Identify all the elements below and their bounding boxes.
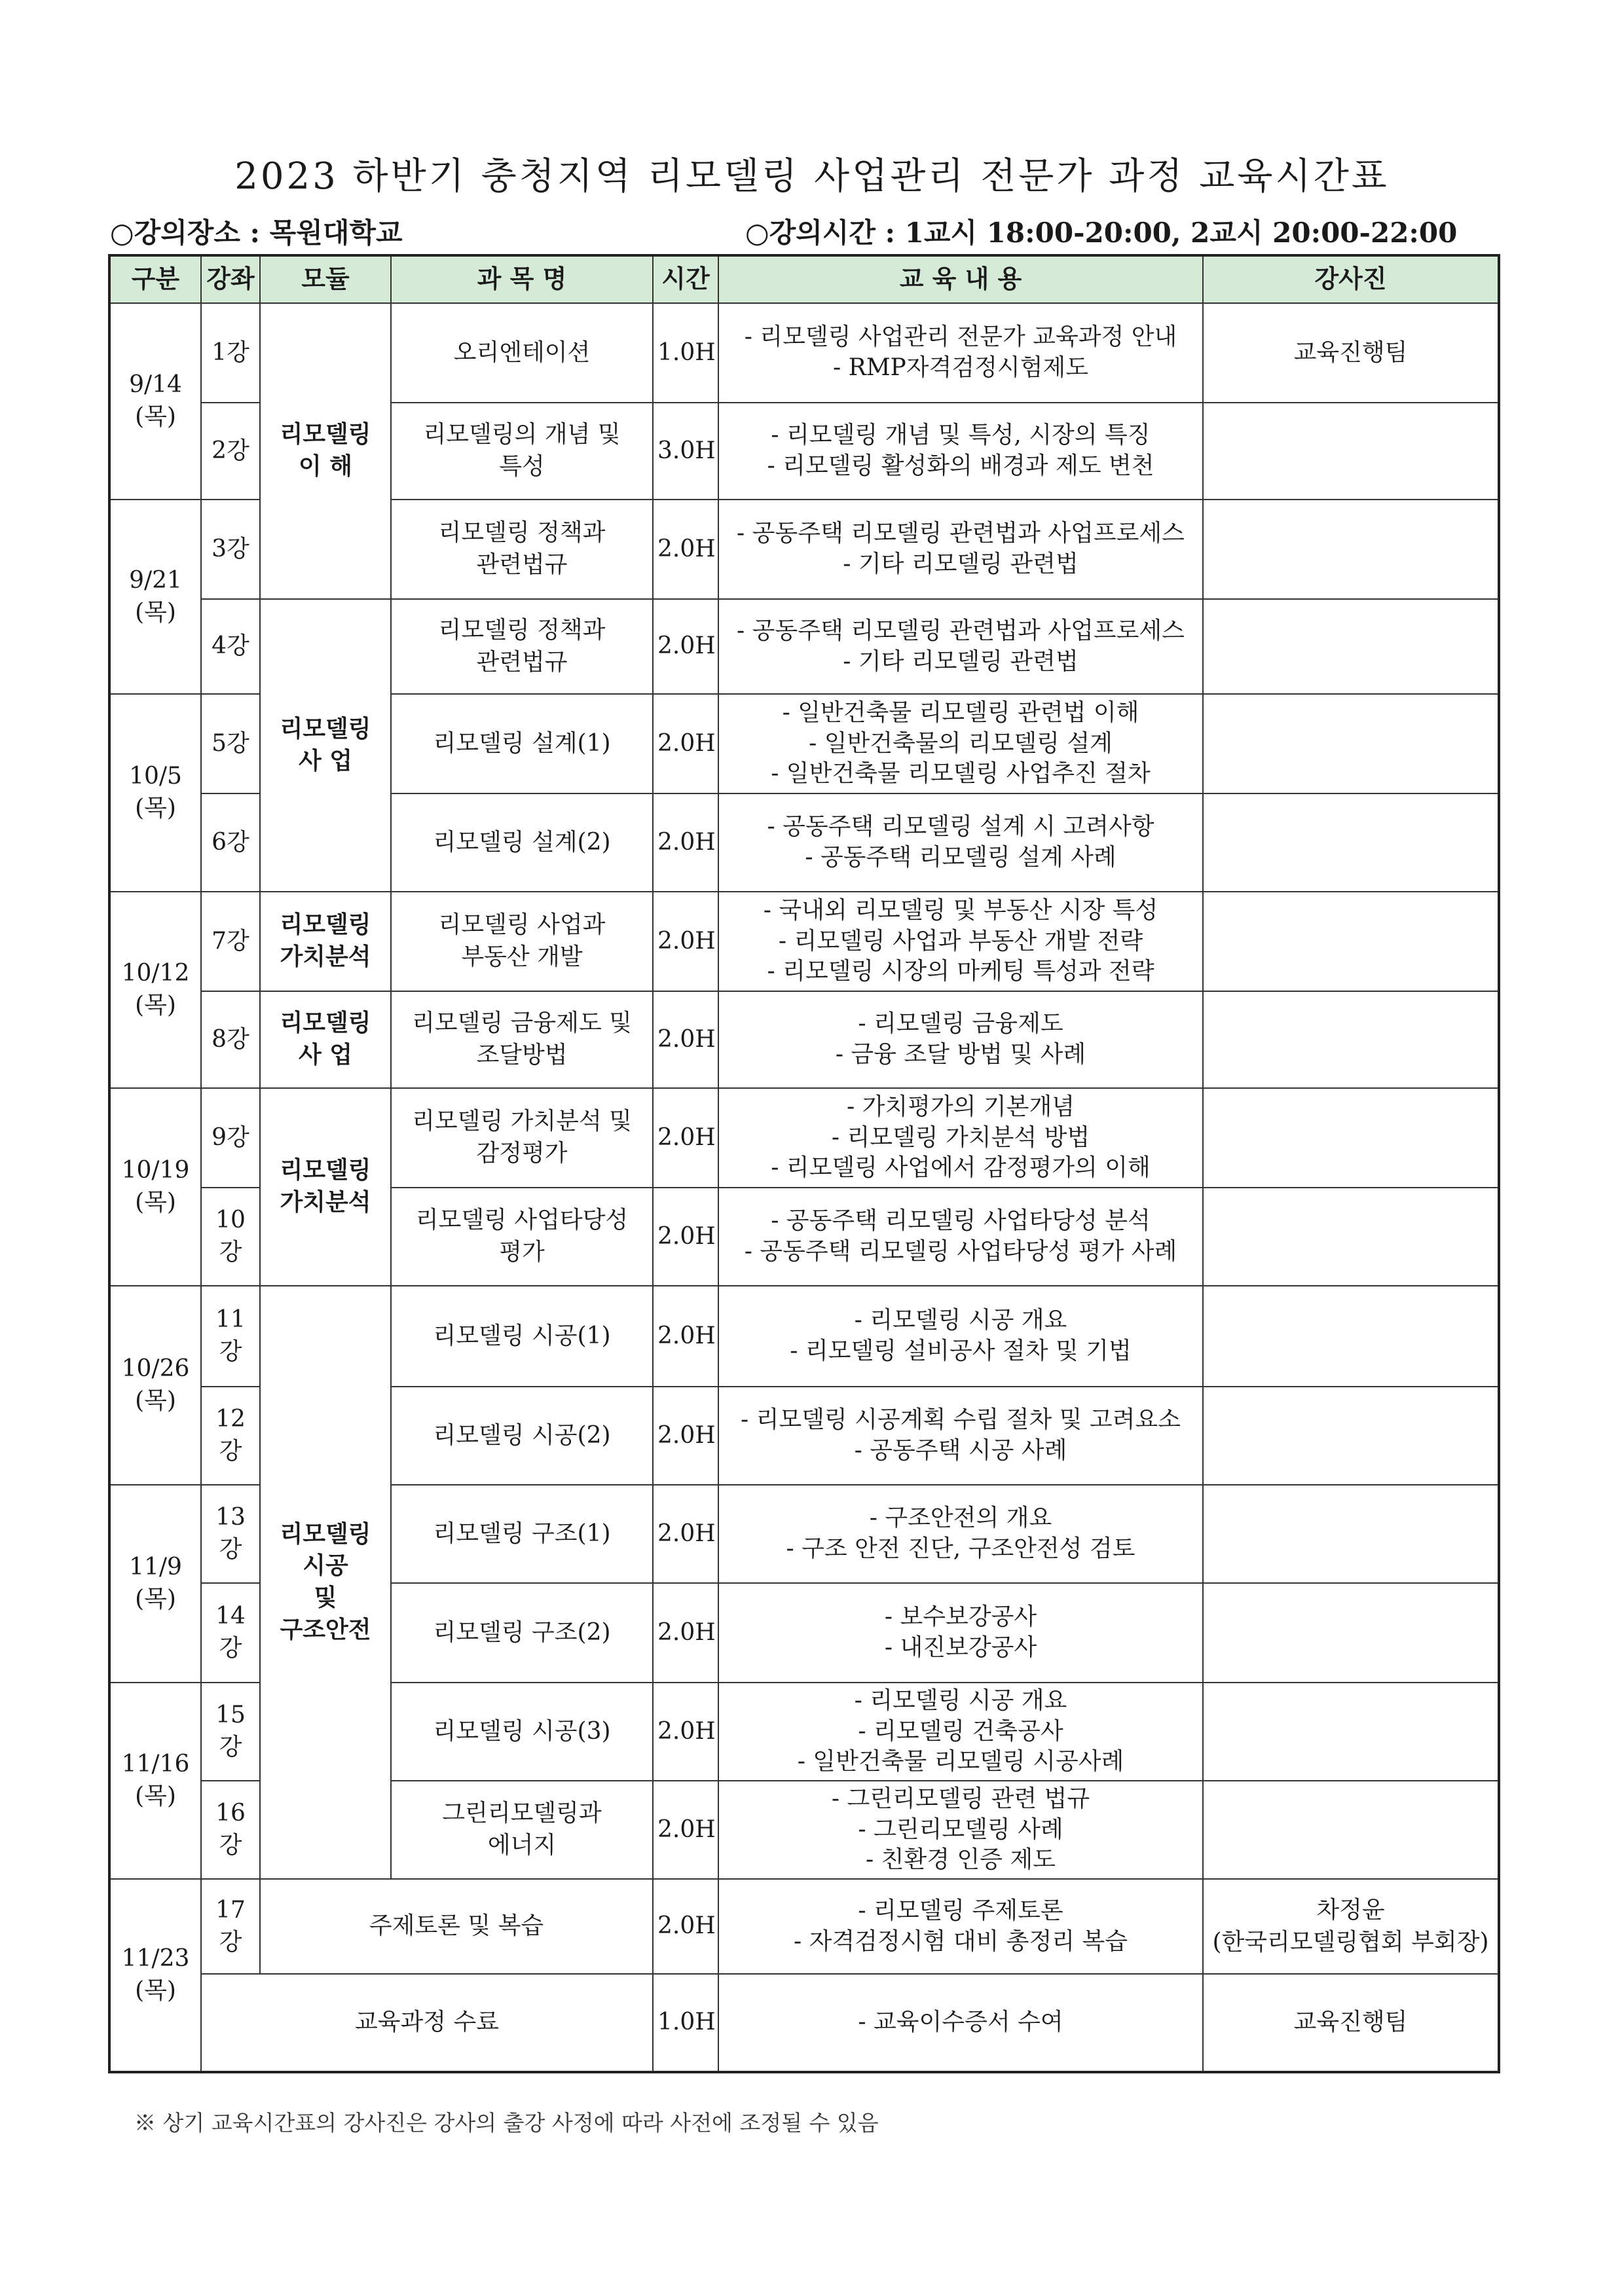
subject-line: 평가 [499,1239,545,1266]
subject-cell [391,500,653,599]
table-row [109,1088,1499,1188]
module-line: 시공 [303,1552,348,1580]
module-line: 이 해 [298,453,353,480]
content-line: - 리모델링 활성화의 배경과 제도 변천 [767,452,1154,479]
subject-cell [391,1683,653,1781]
date-cell [109,1879,201,2072]
module-line: 리모델링 [280,421,371,448]
instructor-cell [1203,991,1499,1088]
instructor-cell [1203,403,1499,500]
lecture-number: 10강 [201,1188,260,1286]
date-line: 10/5 [129,763,182,790]
instructor-cell [1203,1583,1499,1683]
schedule-body [109,303,1499,2072]
subject-line: 리모델링 사업과 [438,911,606,939]
subject-line: 부동산 개발 [461,943,583,970]
header-cell: 시간 [653,255,718,303]
instructor-cell [1203,1387,1499,1485]
content-line: - 리모델링 시공 개요 [854,1686,1067,1714]
subject-line: 리모델링 시공(2) [433,1421,611,1449]
content-line: - 리모델링 시장의 마케팅 특성과 전략 [767,958,1154,985]
instructor-cell [1203,599,1499,694]
hours-cell: 2.0H [653,1781,718,1879]
lecture-number: 11강 [201,1286,260,1387]
content-line: - 기타 리모델링 관련법 [843,647,1079,675]
date-line: (목) [135,795,176,822]
lecture-number: 16강 [201,1781,260,1879]
module-cell [260,1286,391,1879]
subject-line: 주제토론 및 복습 [369,1912,544,1940]
date-cell [109,694,201,892]
lecture-number: 14강 [201,1583,260,1683]
instructor-cell [1203,500,1499,599]
content-line: - 구조 안전 진단, 구조안전성 검토 [786,1535,1135,1562]
module-line: 구조안전 [280,1616,371,1643]
date-line: 10/19 [121,1157,190,1184]
lecture-number: 15강 [201,1683,260,1781]
table-row [109,303,1499,403]
subject-line: 관련법규 [476,648,568,676]
module-cell [260,303,391,599]
module-line: 리모델링 [280,911,371,939]
page-title: 2023 하반기 충청지역 리모델링 사업관리 전문가 과정 교육시간표 [234,155,1390,198]
contents-cell [718,599,1203,694]
instructor-cell [1203,1683,1499,1781]
subject-line: 리모델링 시공(1) [433,1322,611,1349]
subject-cell [391,991,653,1088]
date-cell [109,1485,201,1683]
hours-cell: 2.0H [653,1485,718,1583]
instructor-line: 교육진행팀 [1293,2009,1408,2036]
subject-line: 리모델링 구조(2) [433,1618,611,1646]
instructor-line: 차정윤 [1316,1896,1385,1923]
header-cell: 모듈 [260,255,391,303]
contents-cell [718,1286,1203,1387]
subject-cell [391,303,653,403]
contents-cell [718,991,1203,1088]
hours-cell: 2.0H [653,1683,718,1781]
date-cell [109,500,201,694]
header-cell: 강사진 [1203,255,1499,303]
subject-line: 리모델링 가치분석 및 [412,1108,632,1135]
content-line: - 일반건축물의 리모델링 설계 [809,729,1113,757]
instructor-cell [1203,303,1499,403]
subject-cell [391,892,653,991]
subject-cell [260,1879,653,1974]
table-row [109,1974,1499,2072]
content-line: - 리모델링 사업과 부동산 개발 전략 [778,927,1143,955]
lecture-number: 9강 [201,1088,260,1188]
date-line: 10/26 [121,1355,190,1383]
subject-cell [391,1583,653,1683]
subject-line: 오리엔테이션 [453,338,591,366]
lecture-number: 12강 [201,1387,260,1485]
table-row [109,892,1499,991]
content-line: - 리모델링 건축공사 [858,1717,1063,1745]
completion-label: 교육과정 수료 [201,1974,653,2072]
content-line: - 리모델링 개념 및 특성, 시장의 특징 [771,422,1151,449]
contents-cell [718,1188,1203,1286]
hours-cell: 2.0H [653,793,718,892]
date-line: (목) [135,1783,176,1810]
content-line: - 공동주택 리모델링 사업타당성 분석 [771,1207,1151,1235]
venue-info: ○강의장소 : 목원대학교 [110,217,403,249]
hours-cell: 2.0H [653,1879,718,1974]
subject-line: 리모델링 금융제도 및 [412,1010,632,1037]
table-row [109,1286,1499,1387]
date-cell [109,1088,201,1286]
content-line: - 리모델링 가치분석 방법 [831,1123,1090,1151]
contents-cell [718,694,1203,793]
hours-cell: 1.0H [653,303,718,403]
content-line: - 공동주택 리모델링 관련법과 사업프로세스 [737,520,1185,547]
lecture-number: 17강 [201,1879,260,1974]
contents-cell [718,1583,1203,1683]
instructor-cell [1203,1879,1499,1974]
date-cell [109,1286,201,1485]
subject-cell [391,793,653,892]
subject-line: 리모델링 시공(3) [433,1717,611,1745]
subject-line: 리모델링 설계(2) [433,828,611,856]
subject-cell [391,1387,653,1485]
content-line: - 공동주택 시공 사례 [854,1437,1067,1464]
module-line: 리모델링 [280,1520,371,1548]
module-line: 사 업 [298,1042,353,1068]
date-line: (목) [135,1387,176,1414]
content-line: - 리모델링 설비공사 절차 및 기법 [790,1338,1132,1364]
schedule-table [108,254,1500,2073]
hours-cell: 2.0H [653,500,718,599]
lecture-number: 8강 [201,991,260,1088]
subject-line: 특성 [499,453,545,480]
content-line: - 기타 리모델링 관련법 [843,551,1079,577]
content-line: - 공동주택 리모델링 관련법과 사업프로세스 [737,617,1185,644]
hours-cell: 2.0H [653,892,718,991]
date-line: (목) [135,403,176,430]
instructor-cell [1203,1781,1499,1879]
subject-cell [391,1188,653,1286]
subject-line: 리모델링 사업타당성 [415,1207,629,1234]
date-line: (목) [135,1977,176,2004]
table-row [109,1879,1499,1974]
hours-cell: 2.0H [653,1088,718,1188]
module-line: 리모델링 [280,1010,371,1037]
header-cell: 구분 [109,255,201,303]
content-line: - 국내외 리모델링 및 부동산 시장 특성 [763,896,1158,924]
instructor-cell [1203,1485,1499,1583]
contents-cell [718,1387,1203,1485]
content-line: - RMP자격검정시험제도 [832,354,1088,381]
content-line: - 공동주택 리모델링 설계 사례 [805,844,1116,871]
module-cell [260,991,391,1088]
date-line: (목) [135,1189,176,1216]
content-line: - 그린리모델링 관련 법규 [831,1785,1090,1812]
subject-line: 리모델링의 개념 및 [423,421,621,448]
instructor-cell [1203,1188,1499,1286]
subject-line: 리모델링 구조(1) [433,1520,611,1547]
subject-line: 에너지 [487,1832,557,1859]
lecture-number: 6강 [201,793,260,892]
instructor-line: 교육진행팀 [1293,338,1408,366]
subject-cell [391,599,653,694]
instructor-cell [1203,1974,1499,2072]
lecture-number: 7강 [201,892,260,991]
subject-line: 리모델링 정책과 [438,519,606,547]
content-line: - 그린리모델링 사례 [858,1815,1063,1843]
date-line: 11/23 [121,1945,190,1973]
date-line: 11/9 [129,1554,182,1581]
date-cell [109,1683,201,1879]
date-cell [109,303,201,500]
date-line: 10/12 [121,960,190,987]
subject-cell [391,1781,653,1879]
subject-line: 그린리모델링과 [442,1800,602,1827]
date-line: 9/21 [129,566,182,594]
lecture-number: 13강 [201,1485,260,1583]
content-line: - 일반건축물 리모델링 시공사례 [797,1748,1124,1776]
subject-cell [391,694,653,793]
content-line: - 내진보강공사 [884,1634,1037,1661]
class-time-info: ○강의시간 : 1교시 18:00-20:00, 2교시 20:00-22:00 [745,217,1458,249]
subject-cell [391,1286,653,1387]
content-line: - 교육이수증서 수여 [858,2009,1063,2036]
date-line: (목) [135,1586,176,1613]
contents-cell [718,403,1203,500]
header-cell: 교 육 내 용 [718,255,1203,303]
hours-cell: 2.0H [653,599,718,694]
content-line: - 공동주택 리모델링 설계 시 고려사항 [767,813,1154,841]
hours-cell: 2.0H [653,1387,718,1485]
contents-cell [718,1974,1203,2072]
content-line: - 보수보강공사 [884,1603,1037,1631]
content-line: - 친환경 인증 제도 [866,1846,1056,1874]
instructor-cell [1203,892,1499,991]
subject-cell [391,1485,653,1583]
hours-cell: 2.0H [653,991,718,1088]
contents-cell [718,1485,1203,1583]
lecture-number: 3강 [201,500,260,599]
content-line: - 리모델링 금융제도 [858,1010,1063,1038]
module-cell [260,599,391,892]
subject-cell [391,403,653,500]
content-line: - 금융 조달 방법 및 사례 [835,1041,1086,1068]
hours-cell: 2.0H [653,1286,718,1387]
contents-cell [718,303,1203,403]
instructor-cell [1203,1088,1499,1188]
content-line: - 리모델링 사업에서 감정평가의 이해 [771,1154,1151,1182]
subject-line: 리모델링 설계(1) [433,729,611,757]
module-line: 가치분석 [280,943,371,970]
hours-cell: 1.0H [653,1974,718,2072]
date-line: (목) [135,992,176,1019]
subject-line: 조달방법 [476,1042,568,1068]
lecture-number: 5강 [201,694,260,793]
date-line: 11/16 [121,1751,190,1778]
content-line: - 리모델링 주제토론 [858,1897,1063,1924]
subject-line: 리모델링 정책과 [438,616,606,644]
module-line: 사 업 [298,747,353,774]
date-line: (목) [135,598,176,626]
contents-cell [718,1879,1203,1974]
header-cell: 과 목 명 [391,255,653,303]
hours-cell: 3.0H [653,403,718,500]
header-cell: 강좌 [201,255,260,303]
module-line: 리모델링 [280,715,371,742]
hours-cell: 2.0H [653,694,718,793]
module-cell [260,892,391,991]
instructor-cell [1203,793,1499,892]
contents-cell [718,1683,1203,1781]
hours-cell: 2.0H [653,1583,718,1683]
contents-cell [718,793,1203,892]
contents-cell [718,1781,1203,1879]
hours-cell: 2.0H [653,1188,718,1286]
table-row [109,991,1499,1088]
content-line: - 리모델링 사업관리 전문가 교육과정 안내 [744,323,1177,351]
instructor-line: (한국리모델링협회 부회장) [1212,1928,1489,1956]
content-line: - 일반건축물 리모델링 사업추진 절차 [771,760,1151,788]
content-line: - 자격검정시험 대비 총정리 복습 [793,1927,1128,1955]
module-line: 가치분석 [280,1189,371,1216]
content-line: - 리모델링 시공 개요 [854,1307,1067,1334]
content-line: - 가치평가의 기본개념 [846,1093,1075,1120]
subject-line: 감정평가 [476,1140,568,1167]
table-row [109,599,1499,694]
contents-cell [718,892,1203,991]
subject-cell [391,1088,653,1188]
contents-cell [718,500,1203,599]
date-cell [109,892,201,1088]
content-line: - 공동주택 리모델링 사업타당성 평가 사례 [744,1238,1177,1265]
footnote: ※ 상기 교육시간표의 강사진은 강사의 출강 사정에 따라 사전에 조정될 수 있음 [134,2110,879,2136]
module-line: 및 [314,1584,337,1611]
module-line: 리모델링 [280,1157,371,1184]
instructor-cell [1203,694,1499,793]
lecture-number: 1강 [201,303,260,403]
lecture-number: 2강 [201,403,260,500]
date-line: 9/14 [129,371,182,399]
content-line: - 일반건축물 리모델링 관련법 이해 [782,699,1139,726]
content-line: - 리모델링 시공계획 수립 절차 및 고려요소 [740,1406,1181,1434]
instructor-cell [1203,1286,1499,1387]
table-header-row [109,255,1499,303]
subject-line: 관련법규 [476,551,568,578]
lecture-number: 4강 [201,599,260,694]
content-line: - 구조안전의 개요 [869,1504,1052,1532]
contents-cell [718,1088,1203,1188]
module-cell [260,1088,391,1286]
